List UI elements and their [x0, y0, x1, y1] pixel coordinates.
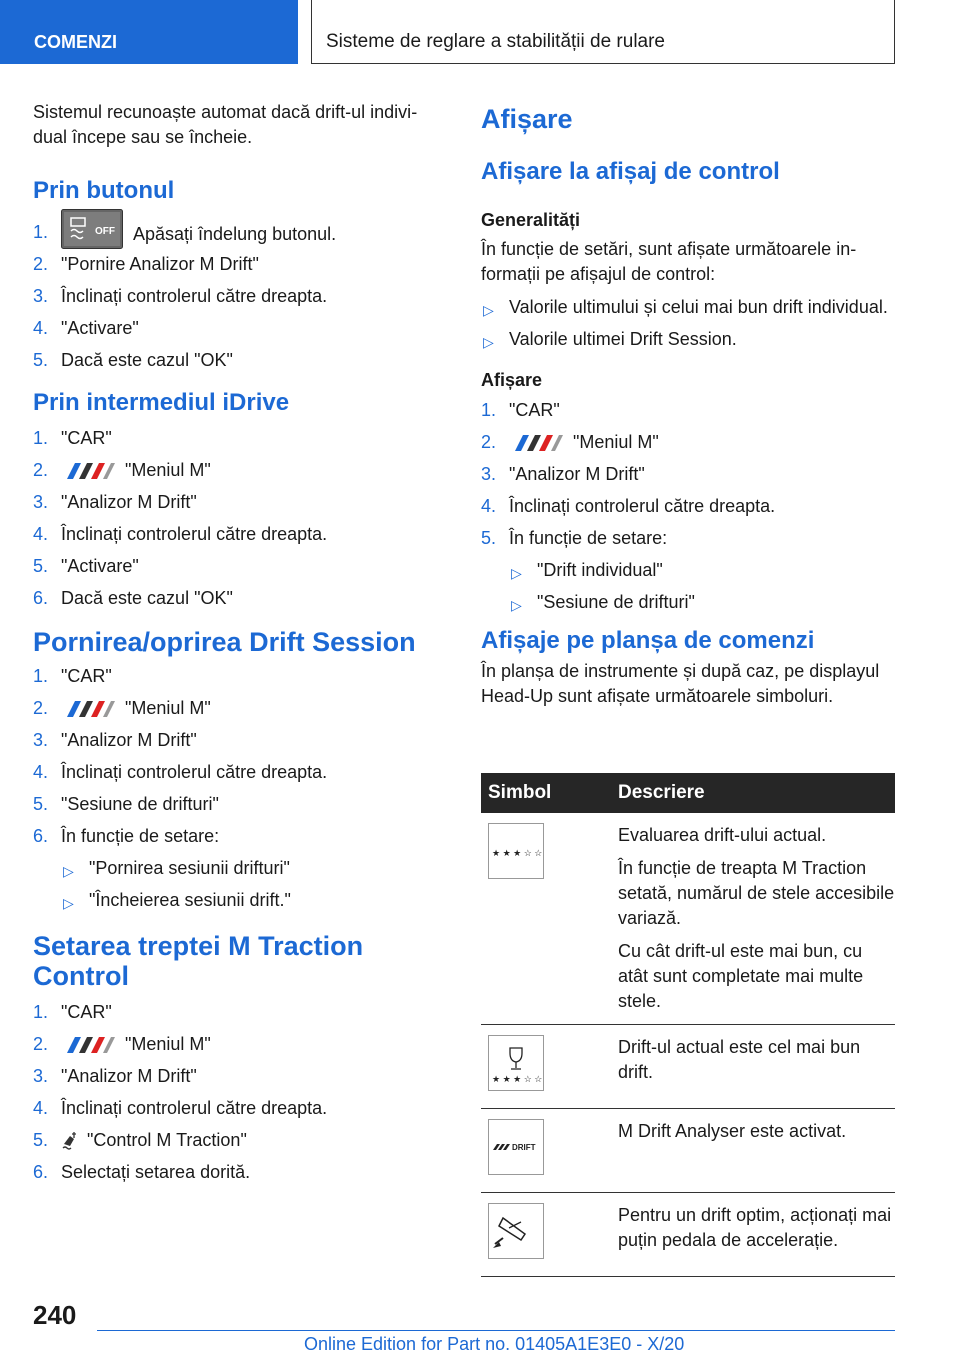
step-text: Înclinați controlerul către dreapta.: [509, 496, 776, 516]
step-number: 2.: [481, 432, 497, 452]
list-item: [509, 559, 895, 591]
svg-text:★ ★ ★ ☆ ☆: ★ ★ ★ ☆ ☆: [492, 1074, 543, 1084]
step-text: Dacă este cazul "OK": [61, 350, 233, 370]
sub-item-text: "Încheierea sesiunii drift.": [89, 890, 291, 910]
step-text: "Analizor M Drift": [61, 492, 197, 512]
list-item: [33, 555, 443, 587]
step-number: 2.: [33, 698, 49, 718]
step-number: 5.: [33, 556, 49, 576]
heading-display-steps: Afișare: [481, 370, 543, 390]
list-item: [509, 591, 895, 623]
list-item: [481, 431, 895, 463]
table-row: [481, 1025, 895, 1109]
table-cell-description: [618, 1109, 895, 1193]
table-row: [481, 1109, 895, 1193]
list-item: [33, 825, 443, 857]
step-text: Înclinați controlerul către dreapta.: [61, 762, 328, 782]
step-text: "Analizor M Drift": [61, 1066, 197, 1086]
sub-item-text: "Sesiune de drifturi": [537, 592, 695, 612]
page-number: 240: [33, 1300, 77, 1330]
step-number: 4.: [481, 496, 497, 516]
table-header-symbol: Simbol: [481, 773, 618, 813]
step-number: 1.: [33, 222, 49, 242]
steps-by-idrive: [33, 427, 443, 619]
sub-list-drift-session: [33, 857, 443, 921]
step-text: "CAR": [509, 400, 560, 420]
heading-control-display: Afișare la afișaj de control: [481, 158, 780, 185]
svg-text:★ ★ ★ ☆ ☆: ★ ★ ★ ☆ ☆: [492, 848, 543, 858]
step-text: Înclinați controlerul către dreapta.: [61, 1098, 328, 1118]
list-item: [33, 427, 443, 459]
step-number: 2.: [33, 460, 49, 480]
table-cell-description: [618, 1193, 895, 1277]
list-item: [481, 463, 895, 495]
list-item: [481, 495, 895, 527]
general-text: În funcție de setări, sunt afișate următoarele informații pe afișajul de control:: [481, 239, 857, 284]
table-cell-symbol: [481, 1109, 618, 1193]
table-cell-symbol: [481, 1025, 618, 1109]
description-text: În funcție de treapta M Traction setată, numărul de stele accesibile variază.: [618, 858, 895, 928]
step-text: "Sesiune de drifturi": [61, 794, 219, 814]
step-text: "CAR": [61, 428, 112, 448]
steps-traction-control: [33, 1001, 443, 1193]
step-text: "Analizor M Drift": [61, 730, 197, 750]
description-text: Drift-ul actual este cel mai bun drift.: [618, 1037, 861, 1082]
list-item: [33, 587, 443, 619]
footer-divider: [97, 1330, 895, 1331]
step-text: "Analizor M Drift": [509, 464, 645, 484]
list-item: [61, 889, 443, 921]
heading-general: Generalități: [481, 210, 581, 230]
step-text: "Meniul M": [125, 460, 211, 480]
sub-item-text: "Pornirea sesiunii drifturi": [89, 858, 290, 878]
trophy-stars-icon: [488, 1035, 544, 1091]
table-cell-symbol: [481, 813, 618, 1025]
description-text: M Drift Analyser este activat.: [618, 1121, 847, 1141]
list-item: [33, 697, 443, 729]
bullet-text: Valorile ultimului și celui mai bun drift individual.: [509, 297, 888, 317]
description-text: Pentru un drift optim, acționați mai puțin pedala de accelerație.: [618, 1205, 892, 1250]
step-text: Înclinați controlerul către dreapta.: [61, 286, 328, 306]
list-item: [33, 349, 443, 381]
display-sub-list: [481, 559, 895, 623]
step-number: 3.: [33, 1066, 49, 1086]
step-number: 4.: [33, 318, 49, 338]
step-number: 1.: [33, 1002, 49, 1022]
svg-text:DRIFT: DRIFT: [512, 1143, 536, 1152]
list-item: [481, 295, 895, 320]
list-item: [33, 729, 443, 761]
step-text: "Activare": [61, 318, 139, 338]
triangle-bullet-icon: ▷: [63, 863, 74, 879]
m-stripes-icon: [509, 435, 563, 451]
table-row: [481, 813, 895, 1025]
triangle-bullet-icon: ▷: [63, 895, 74, 911]
step-number: 6.: [33, 1162, 49, 1182]
pedal-icon: [488, 1203, 544, 1259]
step-number: 1.: [481, 400, 497, 420]
symbol-table: [481, 773, 895, 1277]
step-number: 3.: [33, 492, 49, 512]
list-item: [33, 1065, 443, 1097]
description-text: Evaluarea drift-ului actual.: [618, 825, 827, 845]
left-column: [33, 100, 443, 1193]
steps-by-button: [33, 221, 443, 381]
heading-drift-session: Pornirea/oprirea Drift Session: [33, 627, 416, 657]
right-column: [481, 104, 895, 709]
step-text: Apăsați îndelung butonul.: [133, 223, 337, 244]
step-number: 6.: [33, 826, 49, 846]
step-number: 5.: [33, 1130, 49, 1150]
step-text: "Pornire Analizor M Drift": [61, 254, 259, 274]
step-text: "CAR": [61, 1002, 112, 1022]
list-item: [481, 327, 895, 352]
triangle-bullet-icon: ▷: [483, 302, 494, 318]
list-item: [481, 527, 895, 559]
m-stripes-icon: [61, 1037, 115, 1053]
intro-text: Sistemul recunoaște automat dacă drift-ul individual începe sau se încheie.: [33, 102, 418, 147]
step-text: "Meniul M": [125, 698, 211, 718]
heading-display: Afișare: [481, 104, 573, 134]
step-text: În funcție de setare:: [509, 528, 668, 548]
list-item: [33, 491, 443, 523]
table-header-row: [481, 773, 895, 813]
list-item: [33, 793, 443, 825]
step-text: "CAR": [61, 666, 112, 686]
list-item: [33, 317, 443, 349]
traction-car-icon: [61, 1130, 79, 1152]
table-header-description: Descriere: [618, 773, 895, 813]
page-header-title: Sisteme de reglare a stabilității de rulare: [311, 0, 895, 64]
list-item: [33, 523, 443, 555]
dsc-off-button-icon: [61, 209, 123, 249]
list-item: [33, 1033, 443, 1065]
step-number: 3.: [33, 286, 49, 306]
table-cell-symbol: [481, 1193, 618, 1277]
step-number: 3.: [33, 730, 49, 750]
list-item: [33, 761, 443, 793]
step-number: 4.: [33, 1098, 49, 1118]
list-item: [33, 1129, 443, 1161]
footer-edition: Online Edition for Part no. 01405A1E3E0 - X/20: [304, 1334, 685, 1354]
sub-item-text: "Drift individual": [537, 560, 663, 580]
heading-instrument-panel: Afișaje pe planșa de comenzi: [481, 627, 815, 654]
list-item: [33, 285, 443, 317]
list-item: [33, 1001, 443, 1033]
steps-drift-session: [33, 665, 443, 857]
table-row: [481, 1193, 895, 1277]
heading-by-button: Prin butonul: [33, 177, 175, 204]
m-stripes-icon: [61, 701, 115, 717]
step-number: 3.: [481, 464, 497, 484]
bullet-text: Valorile ultimei Drift Session.: [509, 329, 737, 349]
list-item: [33, 1161, 443, 1193]
list-item: [33, 665, 443, 697]
step-number: 4.: [33, 762, 49, 782]
list-item: [33, 459, 443, 491]
m-drift-icon: [488, 1119, 544, 1175]
list-item: [61, 857, 443, 889]
step-number: 2.: [33, 1034, 49, 1054]
step-text: Selectați setarea dorită.: [61, 1162, 251, 1182]
table-cell-description: [618, 1025, 895, 1109]
stars-rating-icon: [488, 823, 544, 879]
step-number: 2.: [33, 254, 49, 274]
description-text: Cu cât drift-ul este mai bun, cu atât sunt completate mai multe stele.: [618, 941, 864, 1011]
general-bullets: [481, 295, 895, 352]
step-text: "Meniul M": [573, 432, 659, 452]
step-text: "Activare": [61, 556, 139, 576]
step-number: 4.: [33, 524, 49, 544]
step-text: "Meniul M": [125, 1034, 211, 1054]
display-steps: [481, 399, 895, 559]
triangle-bullet-icon: ▷: [483, 334, 494, 350]
step-text: Dacă este cazul "OK": [61, 588, 233, 608]
panel-text: În planșa de instrumente și după caz, pe displayul Head-Up sunt afișate următoarele simboluri.: [481, 661, 880, 706]
list-item: [33, 221, 443, 253]
step-text: În funcție de setare:: [61, 826, 220, 846]
heading-by-idrive: Prin intermediul iDrive: [33, 389, 290, 416]
step-number: 6.: [33, 588, 49, 608]
triangle-bullet-icon: ▷: [511, 565, 522, 581]
heading-traction-control: Setarea treptei M Traction Control: [33, 931, 364, 991]
section-tab: COMENZI: [0, 0, 298, 64]
step-number: 5.: [481, 528, 497, 548]
step-number: 5.: [33, 350, 49, 370]
step-text: "Control M Traction": [87, 1130, 247, 1150]
list-item: [33, 1097, 443, 1129]
triangle-bullet-icon: ▷: [511, 597, 522, 613]
list-item: [481, 399, 895, 431]
step-number: 5.: [33, 794, 49, 814]
svg-text:OFF: OFF: [95, 226, 115, 237]
step-text: Înclinați controlerul către dreapta.: [61, 524, 328, 544]
step-number: 1.: [33, 428, 49, 448]
m-stripes-icon: [61, 463, 115, 479]
list-item: [33, 253, 443, 285]
table-cell-description: [618, 813, 895, 1025]
step-number: 1.: [33, 666, 49, 686]
